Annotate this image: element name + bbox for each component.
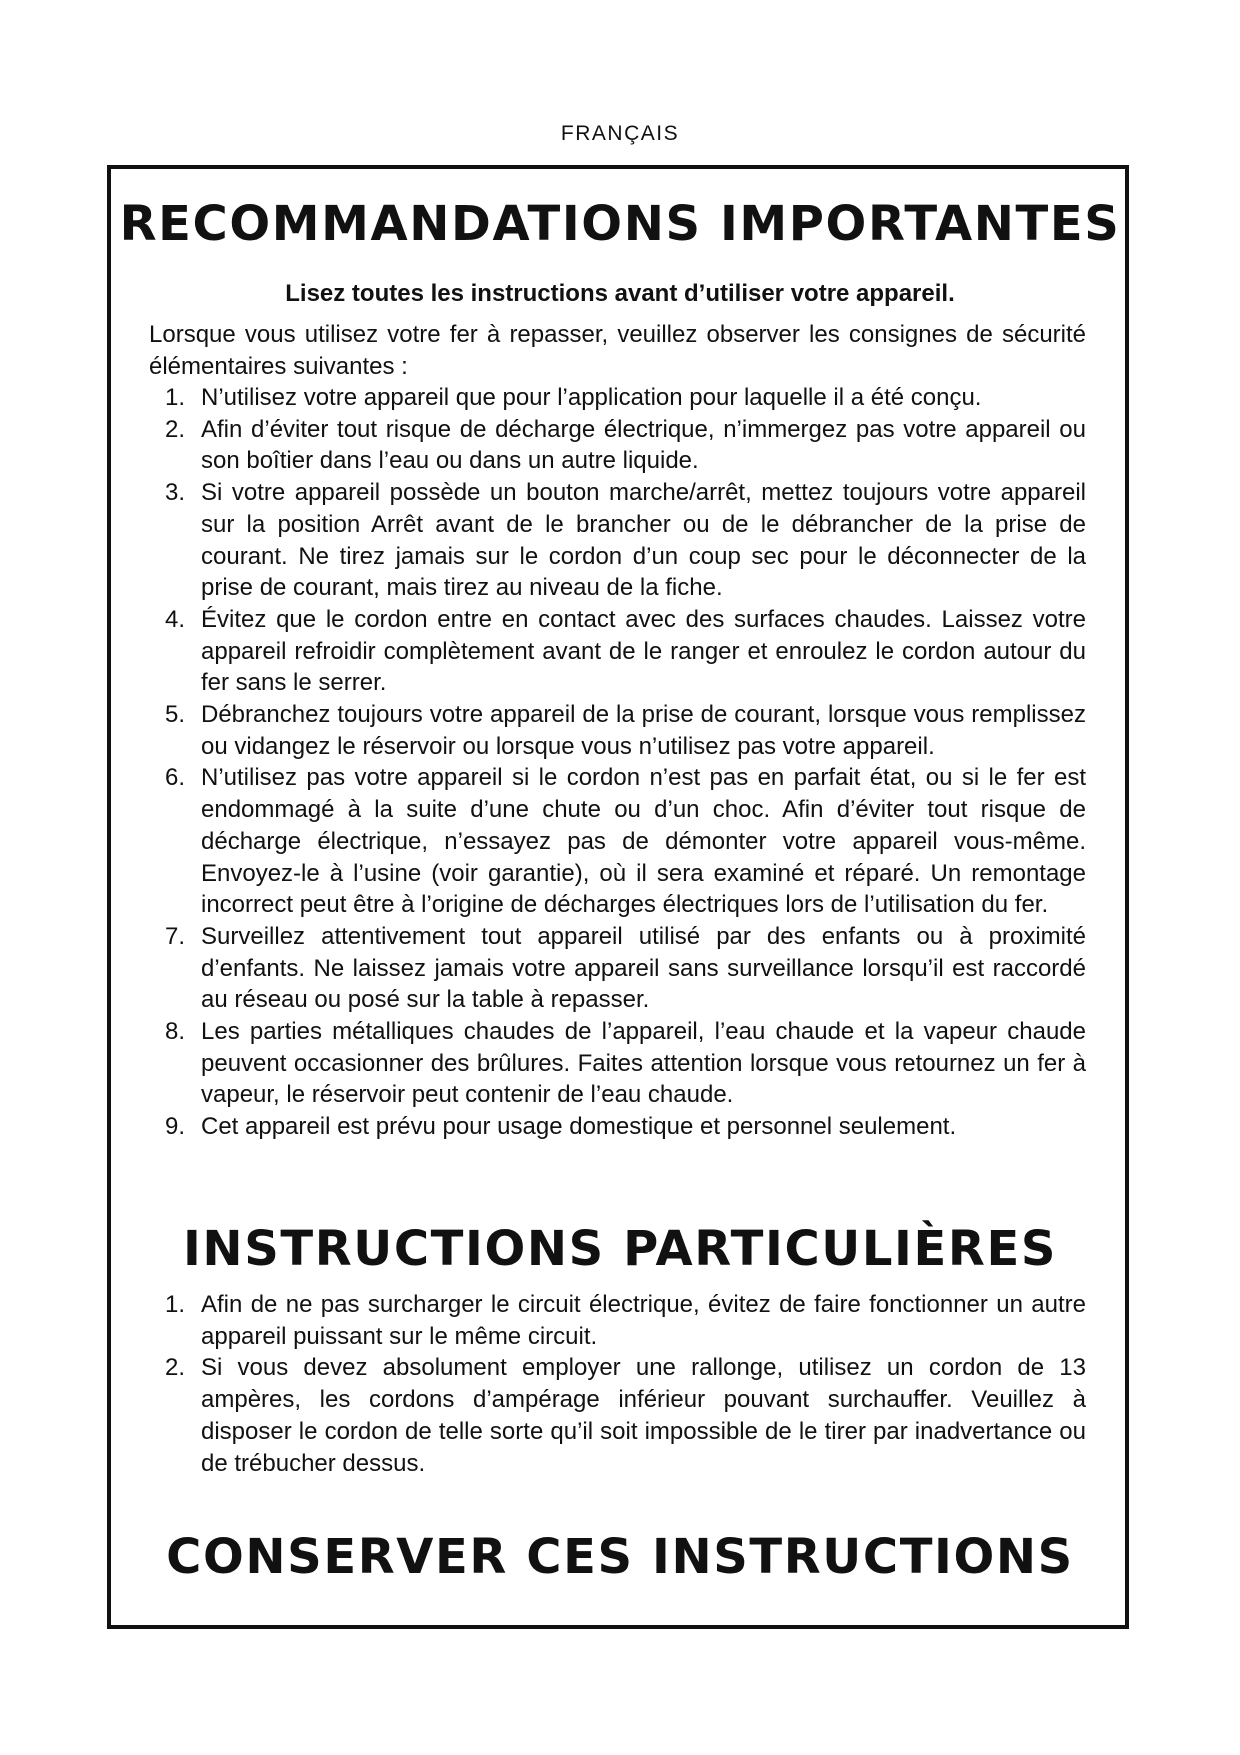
list-item-number: 6. (165, 764, 186, 792)
list-item-number: 2. (165, 1354, 186, 1382)
important-title: RECOMMANDATIONS IMPORTANTES (119, 196, 1121, 252)
important-list (149, 382, 1086, 1143)
keep-instructions-title: CONSERVER CES INSTRUCTIONS (166, 1529, 1074, 1585)
list-item-number: 1. (165, 384, 186, 411)
list-item-number: 9. (165, 1113, 186, 1141)
list-item-text: Si vous devez absolument employer une rallonge, utilisez un cordon de 13 ampères, les cordons d’ampérage inférieur pouvant surchauffer. Veuillez à disposer le cordon de telle sorte qu’il soit impossible de le tirer par inadvertance ou de trébucher dessus. (201, 1354, 1086, 1477)
list-item-text: Débranchez toujours votre appareil de la prise de courant, lorsque vous remplissez ou vidangez le réservoir ou lorsque vous n’utilisez pas votre appareil. (201, 701, 1086, 760)
list-item (149, 477, 1086, 604)
language-label: FRANÇAIS (560, 122, 680, 145)
special-title: INSTRUCTIONS PARTICULIÈRES (182, 1221, 1058, 1277)
list-item-text: Surveillez attentivement tout appareil utilisé par des enfants ou à proximité d’enfants. Ne laissez jamais votre appareil sans surveillance lorsqu’il est raccordé au réseau ou posé sur la table à repasser. (201, 922, 1086, 1014)
list-item (149, 604, 1086, 699)
list-item-number: 2. (165, 415, 186, 443)
important-subtitle: Lisez toutes les instructions avant d’utiliser votre appareil. (285, 280, 955, 307)
list-item (149, 382, 1086, 414)
list-item (149, 414, 1086, 477)
list-item (149, 762, 1086, 921)
list-item (149, 1352, 1086, 1479)
list-item-text: Si votre appareil possède un bouton marche/arrêt, mettez toujours votre appareil sur la position Arrêt avant de le brancher ou de le débrancher de la prise de courant. Ne tirez jamais sur le cordon d’un coup sec pour le déconnecter de la prise de courant, mais tirez au niveau de la fiche. (201, 479, 1086, 602)
list-item (149, 699, 1086, 762)
list-item-number: 3. (165, 479, 186, 507)
list-item (149, 921, 1086, 1016)
list-item-number: 7. (165, 922, 186, 950)
list-item-number: 1. (165, 1291, 186, 1318)
list-item-text: Évitez que le cordon entre en contact avec des surfaces chaudes. Laissez votre appareil refroidir complètement avant de le ranger et enroulez le cordon autour du fer sans le serrer. (201, 605, 1086, 697)
list-item-text: Les parties métalliques chaudes de l’appareil, l’eau chaude et la vapeur chaude peuvent occasionner des brûlures. Faites attention lorsque vous retournez un fer à vapeur, le réservoir peut contenir de l’eau chaude. (201, 1018, 1086, 1109)
list-item (149, 1016, 1086, 1111)
list-item-text: N’utilisez votre appareil que pour l’application pour laquelle il a été conçu. (201, 384, 982, 411)
list-item-text: Cet appareil est prévu pour usage domestique et personnel seulement. (201, 1113, 957, 1141)
special-list (149, 1289, 1086, 1479)
list-item-text: Afin d’éviter tout risque de décharge électrique, n’immergez pas votre appareil ou son boîtier dans l’eau ou dans un autre liquide. (201, 415, 1086, 475)
list-item-text: N’utilisez pas votre appareil si le cordon n’est pas en parfait état, ou si le fer est endommagé à la suite d’une chute ou d’un choc. Afin d’éviter tout risque de décharge électrique, n’essayez pas de démonter votre appareil vous-même. Envoyez-le à l’usine (voir garantie), où il sera examiné et réparé. Un remontage incorrect peut être à l’origine de décharges électriques lors de l’utilisation du fer. (201, 764, 1086, 919)
list-item-text: Afin de ne pas surcharger le circuit électrique, évitez de faire fonctionner un autre appareil puissant sur le même circuit. (201, 1291, 1086, 1350)
list-item-number: 8. (165, 1018, 186, 1046)
list-item (149, 1289, 1086, 1352)
list-item-number: 4. (165, 605, 186, 633)
important-intro: Lorsque vous utilisez votre fer à repasser, veuillez observer les consignes de sécurité élémentaires suivantes : (149, 321, 1086, 380)
list-item-number: 5. (165, 701, 186, 729)
list-item (149, 1111, 1086, 1143)
